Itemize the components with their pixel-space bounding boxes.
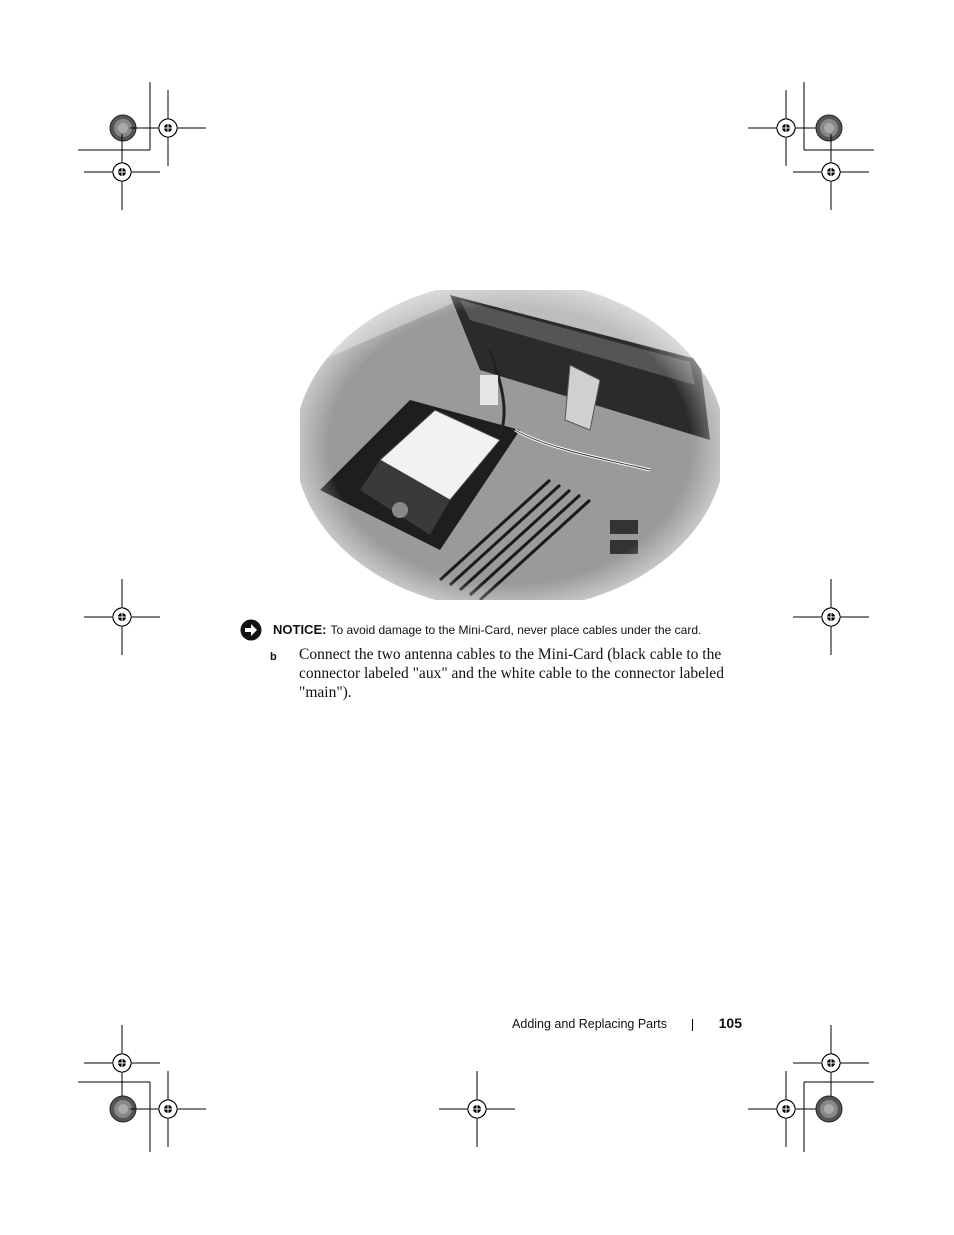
notice: [240, 619, 760, 641]
notice-text: To avoid damage to the Mini-Card, never place cables under the card.: [330, 623, 702, 637]
step-text: Connect the two antenna cables to the Mini-Card (black cable to the connector labeled "aux" and the white cable to the connector labeled "main").: [299, 646, 724, 701]
laptop-minicard-photo: [300, 290, 720, 600]
footer-divider: [692, 1019, 693, 1031]
footer-section-title: Adding and Replacing Parts: [512, 1017, 667, 1031]
page-footer: [500, 1015, 745, 1035]
notice-arrow-icon: [240, 619, 262, 641]
page-number: 105: [718, 1015, 742, 1031]
notice-label: NOTICE:: [273, 622, 327, 637]
step-marker: b: [270, 651, 277, 663]
